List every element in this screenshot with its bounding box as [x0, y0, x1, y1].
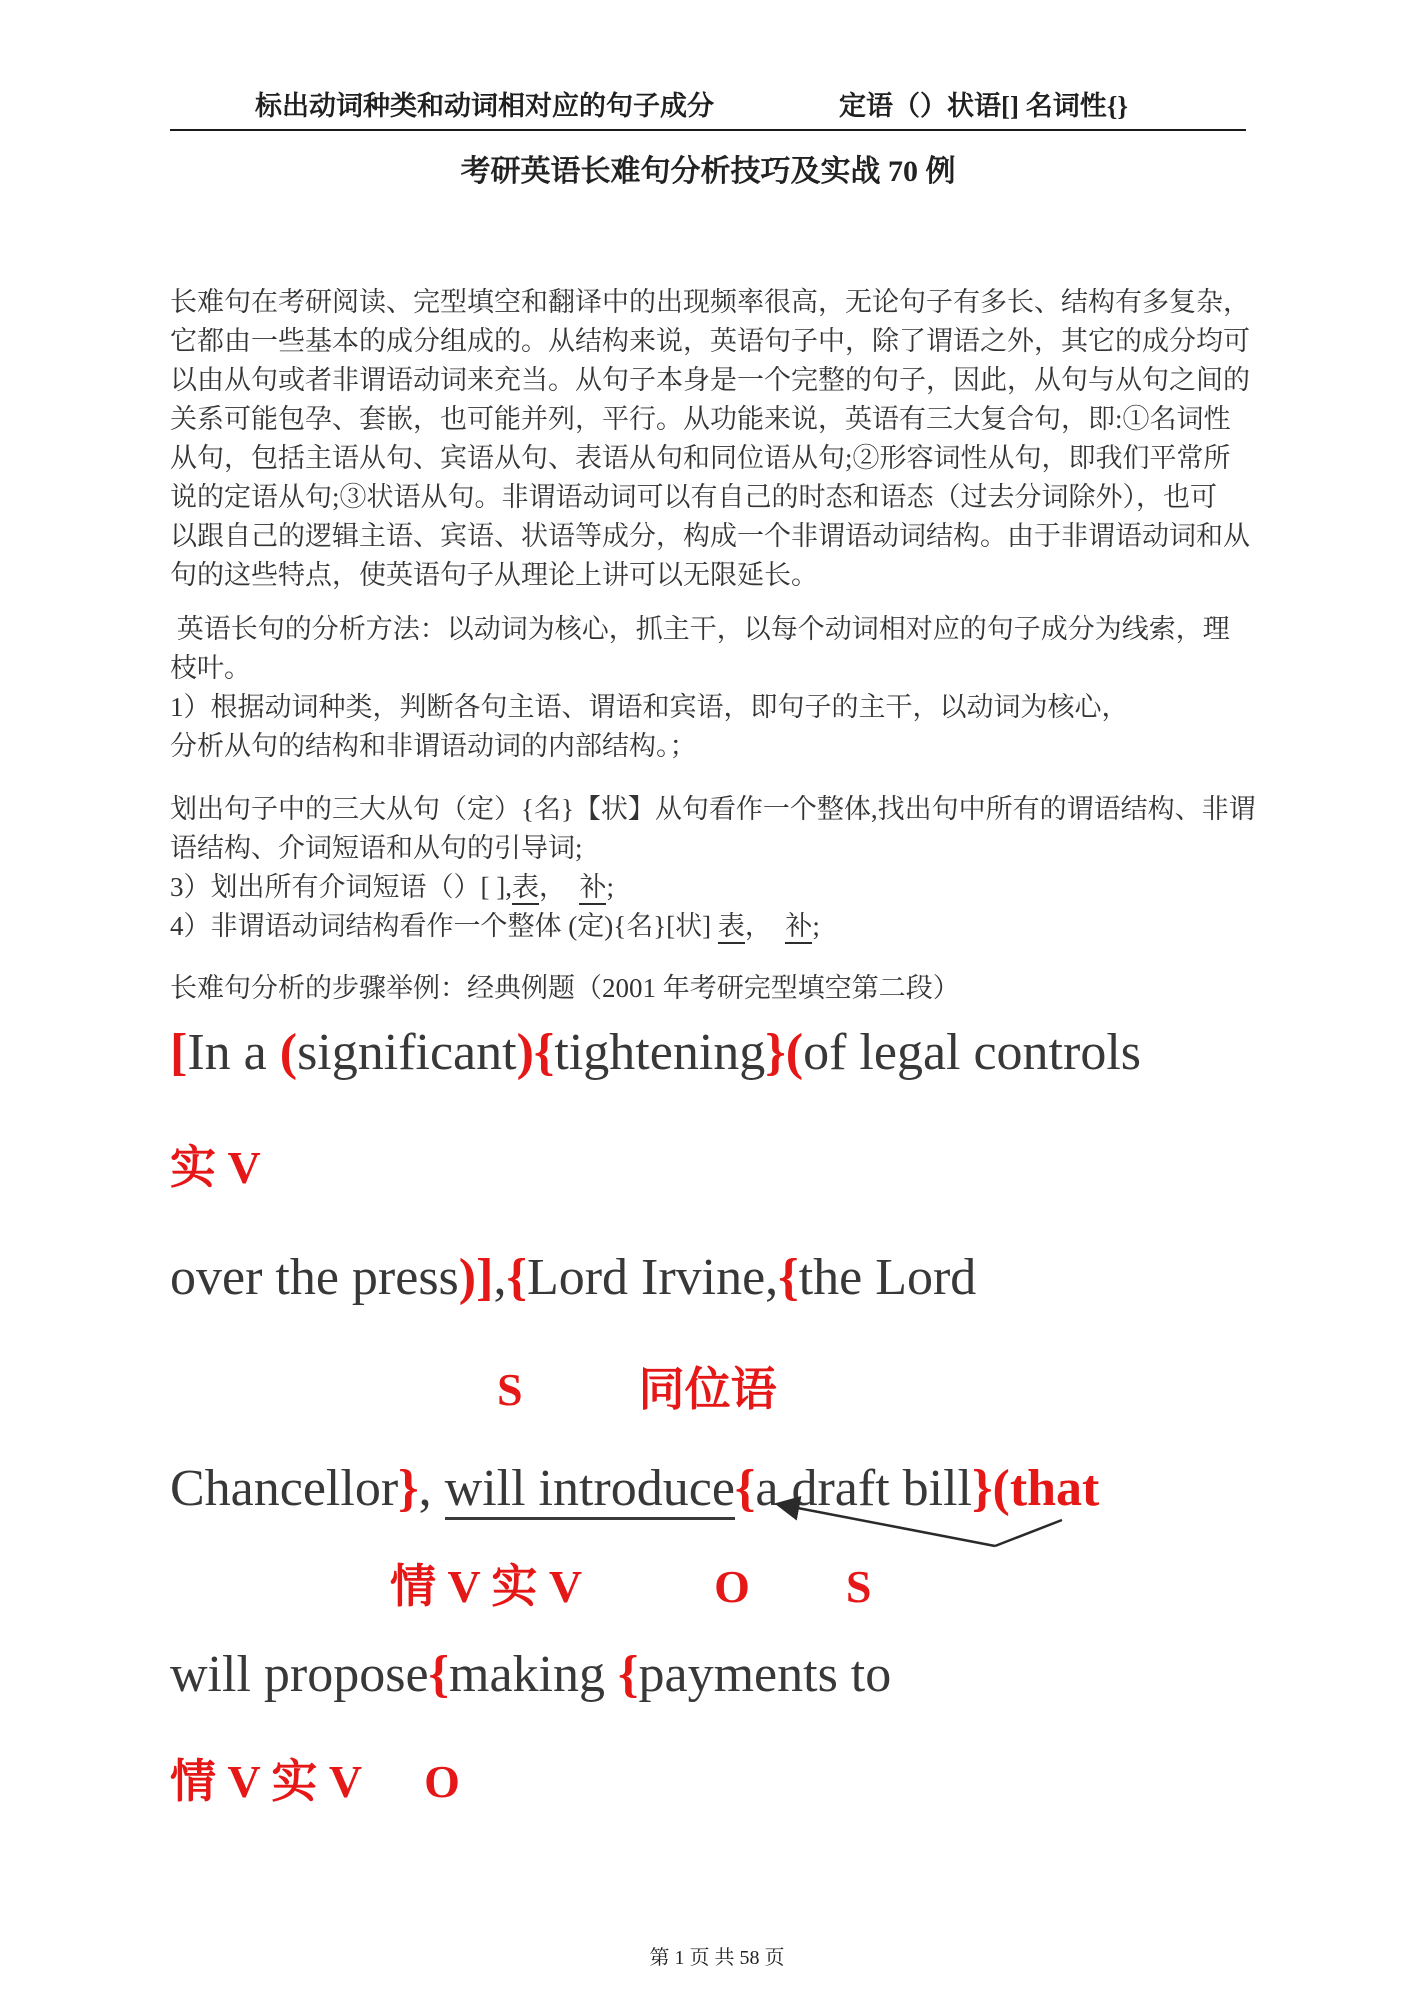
- text-line: 以由从句或者非谓语动词来充当。从句子本身是一个完整的句子，因此，从句与从句之间的: [170, 365, 1250, 395]
- grammar-mark: O: [714, 1561, 750, 1612]
- text-line: 它都由一些基本的成分组成的。从结构来说，英语句子中，除了谓语之外，其它的成分均可: [170, 326, 1250, 356]
- grammar-mark: {: [428, 1646, 450, 1703]
- sentence-text: ,: [493, 1249, 507, 1306]
- grammar-mark: ): [516, 1024, 534, 1081]
- grammar-mark: S: [497, 1364, 523, 1415]
- page-footer: [0, 1918, 1414, 1993]
- sentence-text: of legal controls: [803, 1024, 1142, 1081]
- sentence-text: In a: [187, 1024, 280, 1081]
- sentence-text: ;: [606, 872, 614, 902]
- grammar-mark: (: [279, 1024, 298, 1081]
- grammar-mark: {: [506, 1249, 527, 1306]
- sentence-text: significant: [297, 1024, 517, 1081]
- sentence-text: tightening: [554, 1024, 766, 1081]
- page-number: 第 1 页 共 58 页: [649, 1947, 785, 1969]
- grammar-mark: 情 V 实 V: [390, 1561, 583, 1612]
- sentence-text: 3）划出所有介词短语（）[ ],: [170, 872, 512, 902]
- grammar-annotation-line: [170, 1555, 1350, 1619]
- sentence-text: Lord Irvine,: [526, 1249, 779, 1306]
- grammar-mark: 实 V: [170, 1142, 261, 1193]
- sentence-text: over the press: [170, 1249, 459, 1306]
- grammar-mark: 情 V 实 V: [170, 1756, 363, 1807]
- sentence-text: payments to: [638, 1646, 892, 1703]
- grammar-mark: }: [765, 1024, 786, 1081]
- example-caption: 长难句分析的步骤举例：经典例题（2001 年考研完型填空第二段）: [170, 973, 960, 1003]
- sentence-text: will propose: [170, 1646, 429, 1703]
- text-line: 英语长句的分析方法：以动词为核心，抓主干，以每个动词相对应的句子成分为线索，理: [170, 614, 1230, 644]
- grammar-mark: 同位语: [638, 1364, 777, 1415]
- steps-list: [170, 790, 1260, 946]
- intro-paragraph: [170, 283, 1260, 595]
- example-caption-block: [170, 969, 1260, 1008]
- grammar-mark: S: [845, 1561, 872, 1612]
- header-legend: 定语（）状语[] 名词性{}: [838, 91, 1128, 121]
- text-line: 说的定语从句;③状语从句。非谓语动词可以有自己的时态和语态（过去分词除外），也可: [170, 482, 1217, 512]
- text-line: 1）根据动词种类，判断各句主语、谓语和宾语，即句子的主干，以动词为核心，: [170, 692, 1129, 722]
- sentence-text: 表: [512, 872, 539, 905]
- method-paragraph: [170, 610, 1260, 766]
- text-line: 句的这些特点，使英语句子从理论上讲可以无限延长。: [170, 560, 818, 590]
- sentence-text: 4）非谓语动词结构看作一个整体 (定){名}[状]: [170, 911, 718, 941]
- example-sentence-block: [170, 1018, 1350, 1814]
- grammar-mark: O: [424, 1756, 460, 1807]
- example-sentence-line: [170, 1454, 1350, 1524]
- sentence-text: 补: [785, 911, 812, 944]
- grammar-mark: }: [972, 1460, 993, 1517]
- sentence-text: Chancellor: [170, 1460, 399, 1517]
- example-sentence-line: [170, 1018, 1350, 1088]
- grammar-mark: )]: [458, 1249, 494, 1306]
- text-line: 关系可能包孕、套嵌，也可能并列，平行。从功能来说，英语有三大复合句，即:①名词性: [170, 404, 1231, 434]
- sentence-text: ，: [744, 911, 786, 941]
- grammar-mark: }: [398, 1460, 419, 1517]
- sentence-text: 语结构、介词短语和从句的引导词;: [170, 833, 583, 863]
- sentence-text: ，: [538, 872, 580, 902]
- text-line: [170, 868, 1260, 907]
- grammar-mark: {: [778, 1249, 799, 1306]
- sentence-text: a draft bill: [755, 1460, 972, 1517]
- grammar-annotation-line: [170, 1750, 1350, 1814]
- text-line: 以跟自己的逻辑主语、宾语、状语等成分，构成一个非谓语动词结构。由于非谓语动词和从: [170, 521, 1250, 551]
- grammar-mark: {: [618, 1646, 639, 1703]
- grammar-mark: {: [533, 1024, 555, 1081]
- example-sentence-line: [170, 1640, 1350, 1710]
- sentence-text: making: [449, 1646, 619, 1703]
- sentence-text: 表: [718, 911, 745, 944]
- sentence-text: the Lord: [798, 1249, 977, 1306]
- grammar-mark: (: [785, 1024, 804, 1081]
- grammar-mark: [: [170, 1024, 188, 1081]
- text-line: [170, 790, 1260, 829]
- text-line: 从句，包括主语从句、宾语从句、表语从句和同位语从句;②形容词性从句，即我们平常所: [170, 443, 1231, 473]
- page-title: 考研英语长难句分析技巧及实战 70 例: [460, 155, 956, 188]
- sentence-text: 划出句子中的三大从句（定）{名}【状】从句看作一个整体,找出句中所有的谓语结构、非谓: [170, 794, 1256, 824]
- page-header: [170, 84, 1246, 131]
- grammar-mark: {: [734, 1460, 756, 1517]
- sentence-text: ,: [418, 1460, 445, 1517]
- header-instruction: 标出动词种类和动词相对应的句子成分: [255, 91, 714, 121]
- text-line: 长难句在考研阅读、完型填空和翻译中的出现频率很高，无论句子有多长、结构有多复杂，: [170, 287, 1250, 317]
- sentence-text: will introduce: [445, 1460, 735, 1520]
- text-line: [170, 829, 1260, 868]
- sentence-text: ;: [812, 911, 820, 941]
- that-refers-to-bill-arrow-icon: [765, 1493, 1075, 1555]
- text-line: 枝叶。: [170, 653, 251, 683]
- grammar-mark: (that: [992, 1460, 1100, 1517]
- grammar-annotation-line: [170, 1358, 1350, 1422]
- text-line: 分析从句的结构和非谓语动词的内部结构。；: [170, 731, 697, 761]
- sentence-text: 补: [579, 872, 606, 905]
- grammar-annotation-line: [170, 1136, 1350, 1200]
- example-sentence-line: [170, 1243, 1350, 1313]
- text-line: [170, 907, 1260, 946]
